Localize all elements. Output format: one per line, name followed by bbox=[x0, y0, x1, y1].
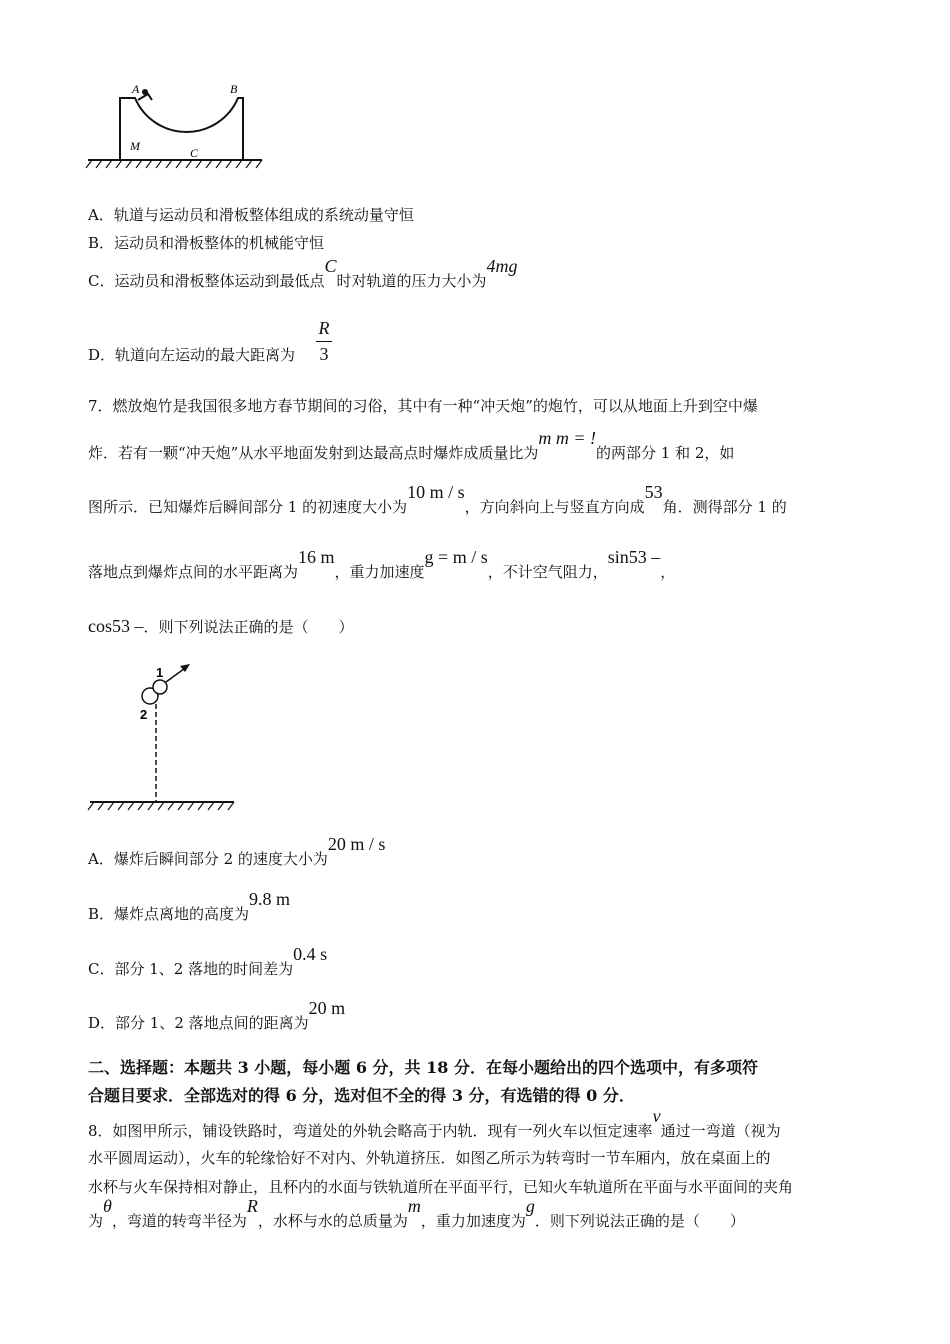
label-m: M bbox=[130, 139, 140, 153]
q7-option-d: D．部分 1、2 落地点间的距离为20 m bbox=[88, 998, 346, 1032]
q7-line3: 图所示．已知爆炸后瞬间部分 1 的初速度大小为10 m / s，方向斜向上与竖直方向成53角．测得部分 1 的 bbox=[88, 482, 787, 516]
q7-line2: 炸．若有一颗“冲天炮”从水平地面发射到达最高点时爆炸成质量比为m m = !的两部分 1 和 2，如 bbox=[88, 428, 735, 462]
q6-option-c: C．运动员和滑板整体运动到最低点C时对轨道的压力大小为4mg bbox=[88, 256, 518, 290]
q6-option-b: B．运动员和滑板整体的机械能守恒 bbox=[88, 234, 325, 252]
q7-line1: 7．燃放炮竹是我国很多地方春节期间的习俗，其中有一种“冲天炮”的炮竹，可以从地面上升到空中爆 bbox=[88, 397, 758, 415]
section2-heading-line2: 合题目要求．全部选对的得 6 分，选对但不全的得 3 分，有选错的得 0 分． bbox=[88, 1086, 635, 1105]
q8-line3: 水杯与火车保持相对静止，且杯内的水面与铁轨道所在平面平行，已知火车轨道所在平面与水平面间的夹角 bbox=[88, 1178, 794, 1196]
q8-line4: 为θ，弯道的转弯半径为R，水杯与水的总质量为m，重力加速度为g．则下列说法正确的是（ ） bbox=[88, 1196, 745, 1230]
q7-line5: cos53 –．则下列说法正确的是（ ） bbox=[88, 616, 354, 636]
section2-heading-line1: 二、选择题：本题共 3 小题，每小题 6 分，共 18 分．在每小题给出的四个选项中，有多项符 bbox=[88, 1058, 758, 1077]
q7-option-b: B．爆炸点离地的高度为9.8 m bbox=[88, 889, 291, 923]
explosion-figure bbox=[84, 652, 244, 822]
q7-line4: 落地点到爆炸点间的水平距离为16 m，重力加速度g = m / s，不计空气阻力，sin53 –， bbox=[88, 547, 676, 581]
q8-line2: 水平圆周运动），火车的轮缘恰好不对内、外轨道挤压．如图乙所示为转弯时一节车厢内，放在桌面上的 bbox=[88, 1149, 771, 1167]
halfpipe-figure bbox=[80, 80, 270, 180]
label-part1: 1 bbox=[156, 665, 164, 680]
q7-option-a: A．爆炸后瞬间部分 2 的速度大小为20 m / s bbox=[88, 834, 386, 868]
fraction-r-over-3: R 3 bbox=[316, 318, 332, 365]
q7-option-c: C．部分 1、2 落地的时间差为0.4 s bbox=[88, 944, 328, 978]
label-c: C bbox=[190, 146, 199, 160]
label-part2: 2 bbox=[140, 707, 148, 722]
q6-option-a: A．轨道与运动员和滑板整体组成的系统动量守恒 bbox=[88, 206, 414, 224]
label-a: A bbox=[132, 82, 140, 96]
q8-line1: 8．如图甲所示，铺设铁路时，弯道处的外轨会略高于内轨．现有一列火车以恒定速率v通过一弯道（视为 bbox=[88, 1106, 781, 1140]
q6-option-d: D．轨道向左运动的最大距离为 bbox=[88, 346, 296, 364]
label-b: B bbox=[230, 82, 238, 96]
